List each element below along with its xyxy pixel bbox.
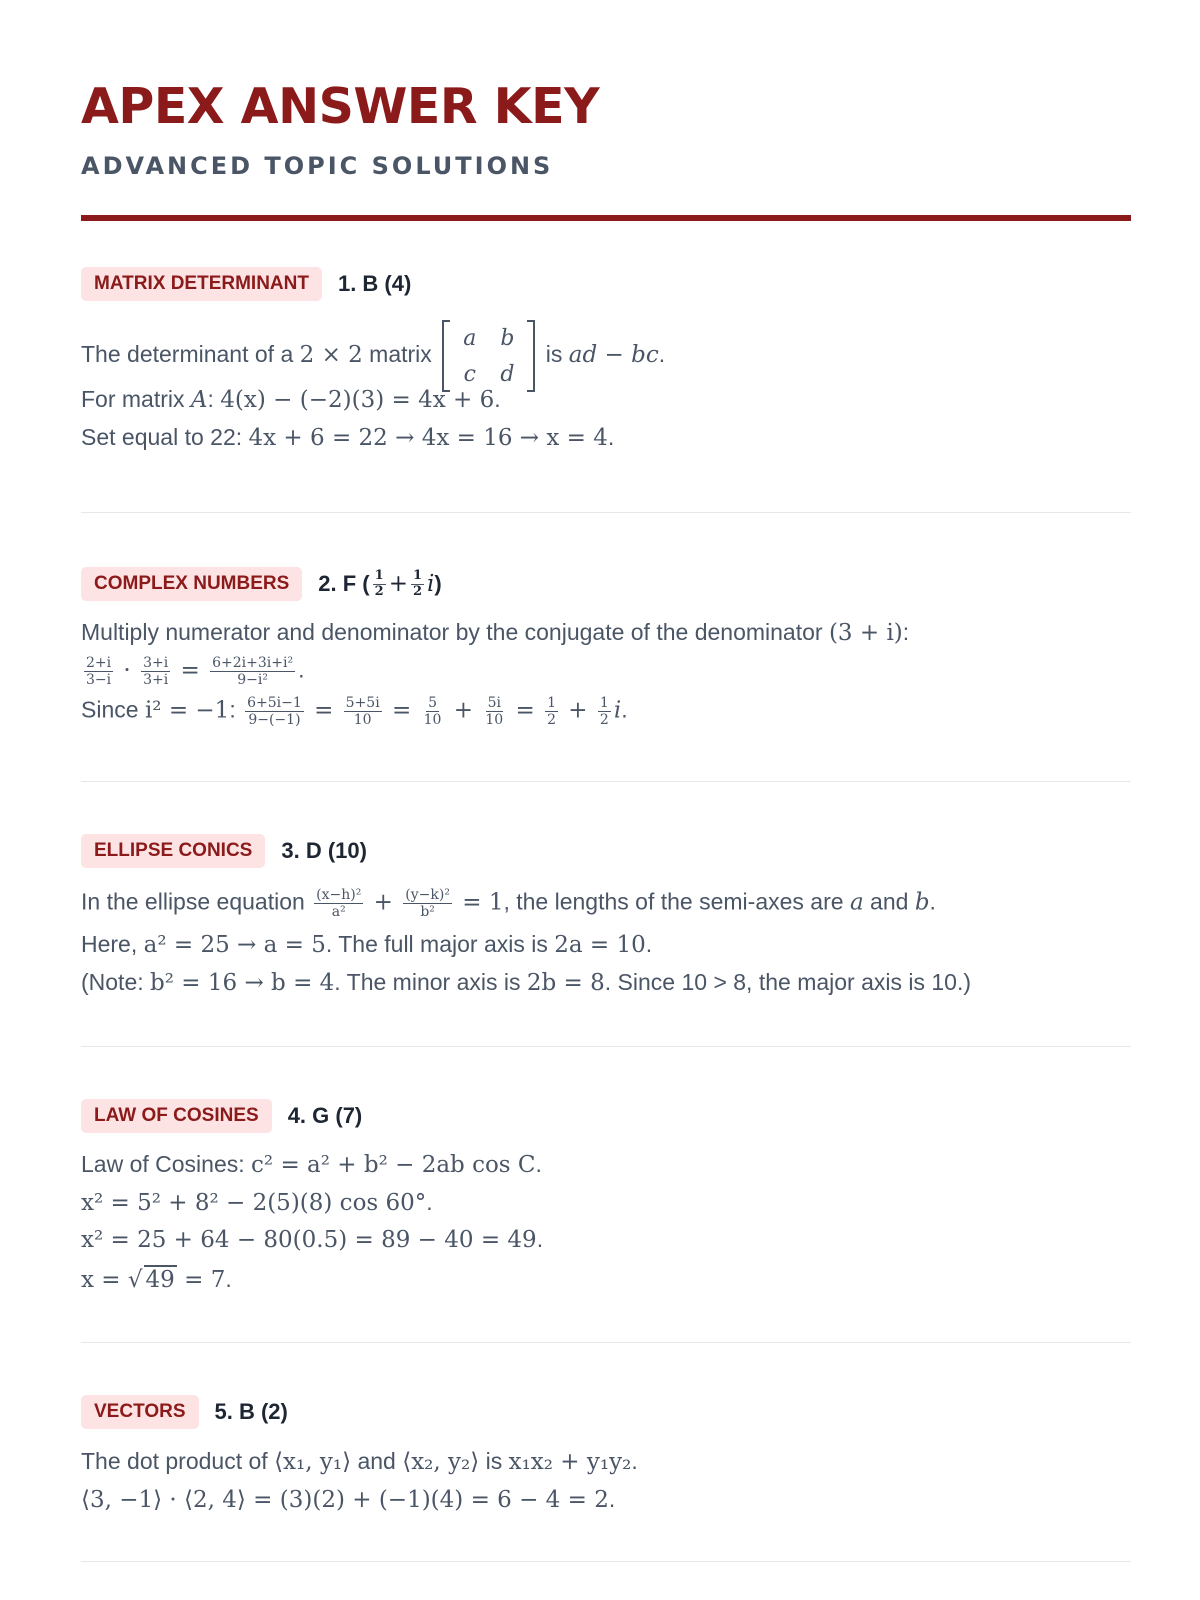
page-title: APEX ANSWER KEY: [81, 78, 600, 135]
explanation-line: ⟨3, −1⟩ · ⟨2, 4⟩ = (3)(2) + (−1)(4) = 6 − 4 = 2.: [81, 1486, 616, 1513]
topic-tag: LAW OF COSINES: [81, 1099, 272, 1133]
answer-label: 2. F ( 1 2 + $\frac{1}{2}$ i ): [318, 567, 442, 599]
explanation-line: x² = 25 + 64 − 80(0.5) = 89 − 40 = 49.: [81, 1226, 544, 1253]
section-divider: [81, 1342, 1131, 1343]
header-rule: [81, 215, 1131, 221]
explanation-line: Law of Cosines: c² = a² + b² − 2ab cos C.: [81, 1151, 542, 1178]
matrix-cell: a: [463, 325, 477, 351]
explanation-line: $\frac{2+i}{3-i}$ · $\frac{3+i}{3+i}$ = $\frac{\text{6+2i+3i+i²}}{\text{9−i²}}$ .: [86, 655, 305, 689]
explanation-line: (Note: b² = 16 → b = 4. The minor axis is 2b = 8. Since 10 > 8, the major axis is 10.): [81, 969, 972, 996]
explanation-line: For matrix A: 4(x) − (−2)(3) = 4x + 6.: [81, 386, 501, 413]
section-2-header: [81, 567, 442, 601]
section-4-header: [81, 1099, 362, 1133]
explanation-line: Here, a² = 25 → a = 5. The full major axis is 2a = 10.: [81, 931, 653, 958]
topic-tag: VECTORS: [81, 1395, 199, 1429]
section-divider: [81, 1046, 1131, 1047]
section-3-header: [81, 834, 367, 868]
matrix: [442, 320, 535, 392]
section-1-header: [81, 267, 411, 301]
answer-label: 5. B (2): [214, 1399, 288, 1424]
matrix-cell: c: [463, 361, 476, 387]
section-divider: [81, 1561, 1131, 1562]
answer-label: 4. G (7): [287, 1103, 363, 1128]
explanation-line: Set equal to 22: 4x + 6 = 22 → 4x = 16 → x = 4.: [81, 424, 615, 451]
explanation-line: x = √ 49 = 7.: [81, 1266, 232, 1293]
explanation-line: In the ellipse equation $\frac{\text{(x−h)²}}{\text{a²}}$ + $\frac{\text{(y−k)²}}{\text{b²}}$ = 1, the lengths of the semi-axes are a and b.: [81, 887, 936, 921]
explanation-line: Since i² = −1: $\frac{6+5i-1}{9-(-1)}$ = $\frac{5+5i}{10}$ = $\frac{5}{10}$ + $\frac{5i}{10}$ = $\frac{1}{2}$ + $\frac{1}{2}$ i.: [81, 695, 628, 729]
topic-tag: ELLIPSE CONICS: [81, 834, 265, 868]
answer-label: 1. B (4): [337, 271, 412, 296]
explanation-line: x² = 5² + 8² − 2(5)(8) cos 60°.: [81, 1189, 433, 1216]
page-subtitle: ADVANCED TOPIC SOLUTIONS: [81, 152, 554, 180]
explanation-line: The dot product of ⟨x₁, y₁⟩ and ⟨x₂, y₂⟩ is x₁x₂ + y₁y₂.: [81, 1448, 638, 1475]
matrix-cell: d: [500, 361, 515, 387]
explanation-line: The determinant of a 2 × 2 matrix a b c d is ad − bc.: [81, 320, 665, 392]
topic-tag: MATRIX DETERMINANT: [81, 267, 322, 301]
topic-tag: COMPLEX NUMBERS: [81, 567, 302, 601]
section-divider: [81, 512, 1131, 513]
answer-label: 3. D (10): [281, 838, 367, 863]
matrix-cell: b: [500, 325, 515, 351]
explanation-line: Multiply numerator and denominator by the conjugate of the denominator (3 + i):: [81, 619, 910, 646]
section-5-header: [81, 1395, 288, 1429]
section-divider: [81, 781, 1131, 782]
